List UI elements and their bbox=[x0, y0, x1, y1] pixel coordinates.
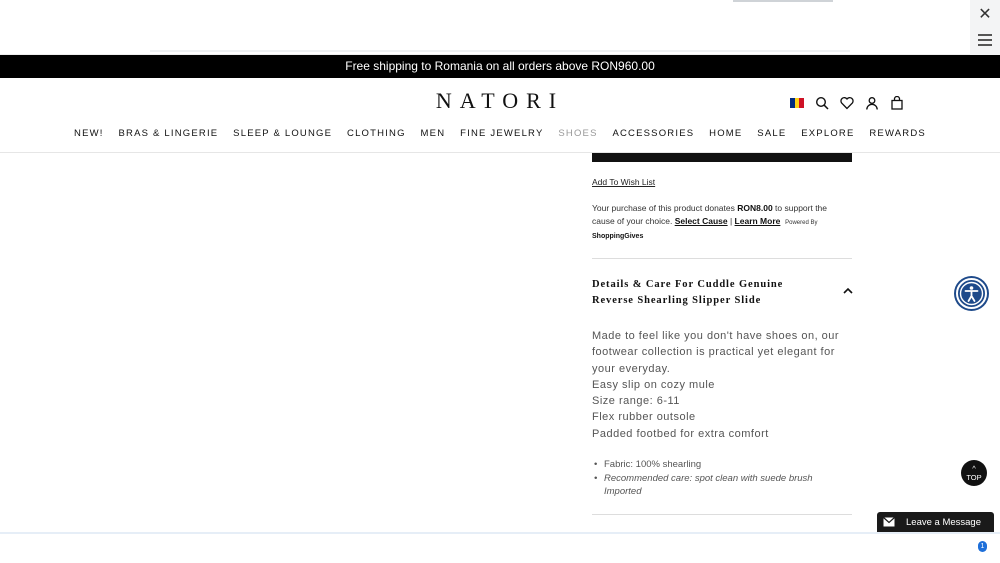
bag-icon[interactable] bbox=[890, 96, 904, 110]
nav-item-bras-lingerie[interactable]: BRAS & LINGERIE bbox=[118, 128, 219, 139]
add-to-bag-button[interactable] bbox=[592, 153, 852, 162]
top-scroll-indicator bbox=[733, 0, 833, 2]
nav-item-sale[interactable]: SALE bbox=[757, 128, 787, 139]
details-care-heading[interactable]: Details & Care For Cuddle Genuine Reverse Shearling Slipper Slide bbox=[592, 279, 784, 306]
donate-amount: RON8.00 bbox=[737, 203, 773, 213]
natori-logo[interactable]: NATORI bbox=[435, 88, 565, 113]
powered-by-label: Powered By bbox=[785, 219, 818, 226]
envelope-icon bbox=[883, 517, 895, 527]
nav-item-home[interactable]: HOME bbox=[709, 128, 743, 139]
close-icon[interactable]: ✕ bbox=[978, 6, 992, 23]
romania-flag-icon[interactable] bbox=[790, 98, 804, 108]
donate-separator: | bbox=[727, 215, 735, 226]
leave-message-button[interactable] bbox=[877, 512, 994, 533]
account-icon[interactable] bbox=[865, 96, 879, 110]
search-icon[interactable] bbox=[815, 96, 829, 110]
select-cause-link[interactable]: Select Cause bbox=[674, 215, 728, 226]
description-intro: Made to feel like you don't have shoes on, our footwear collection is practical yet elegant for your everyday. bbox=[592, 330, 840, 375]
add-to-wish-list-link[interactable]: Add To Wish List bbox=[592, 177, 656, 187]
product-description bbox=[592, 328, 852, 442]
donation-message bbox=[592, 202, 852, 244]
nav-item-shoes[interactable]: SHOES bbox=[558, 128, 598, 139]
nav-item-men[interactable]: MEN bbox=[420, 128, 446, 139]
nav-item-rewards[interactable]: REWARDS bbox=[869, 128, 926, 139]
hamburger-menu-icon[interactable] bbox=[978, 34, 992, 46]
description-line: Easy slip on cozy mule bbox=[592, 378, 715, 391]
leave-message-label: Leave a Message bbox=[906, 517, 981, 528]
notification-badge[interactable]: 1 bbox=[978, 541, 987, 552]
fabric-item: • Fabric: 100% shearling bbox=[592, 458, 852, 472]
top-label: TOP bbox=[966, 473, 982, 482]
learn-more-link[interactable]: Learn More bbox=[734, 215, 781, 226]
heart-icon[interactable] bbox=[840, 96, 854, 110]
donate-prefix: Your purchase of this product donates bbox=[592, 203, 738, 213]
main-navigation bbox=[0, 128, 1000, 139]
nav-item-clothing[interactable]: CLOTHING bbox=[347, 128, 406, 139]
care-item bbox=[592, 472, 852, 499]
overlay-divider bbox=[150, 50, 850, 52]
accessibility-button[interactable] bbox=[956, 278, 987, 309]
back-to-top-button[interactable] bbox=[961, 460, 987, 486]
description-line: Flex rubber outsole bbox=[592, 411, 696, 424]
shoppinggives-logo: ShoppingGives bbox=[592, 233, 644, 240]
section-divider bbox=[592, 258, 852, 259]
care-text: Recommended care: spot clean with suede brush bbox=[604, 472, 813, 484]
top-overlay-bar bbox=[0, 0, 1000, 55]
description-line: Padded footbed for extra comfort bbox=[592, 427, 769, 440]
donate-middle: to support the cause of your choice. bbox=[592, 203, 828, 226]
chevron-up-icon[interactable] bbox=[842, 286, 854, 296]
shipping-banner: Free shipping to Romania on all orders above RON960.00 bbox=[0, 55, 1000, 78]
nav-item-explore[interactable]: EXPLORE bbox=[801, 128, 855, 139]
bottom-overlay-bar bbox=[0, 532, 1000, 563]
nav-item-new[interactable]: NEW! bbox=[74, 128, 104, 139]
site-header bbox=[0, 78, 1000, 153]
nav-item-sleep-lounge[interactable]: SLEEP & LOUNGE bbox=[233, 128, 333, 139]
accessibility-icon bbox=[958, 280, 985, 307]
nav-item-fine-jewelry[interactable]: FINE JEWELRY bbox=[460, 128, 544, 139]
imported-text: Imported bbox=[604, 486, 642, 497]
section-divider bbox=[592, 514, 852, 515]
description-line: Size range: 6-11 bbox=[592, 395, 680, 408]
fabric-care-list bbox=[592, 458, 852, 499]
header-icons bbox=[790, 96, 904, 110]
chevron-up-icon: ^ bbox=[972, 464, 976, 473]
nav-item-accessories[interactable]: ACCESSORIES bbox=[612, 128, 695, 139]
